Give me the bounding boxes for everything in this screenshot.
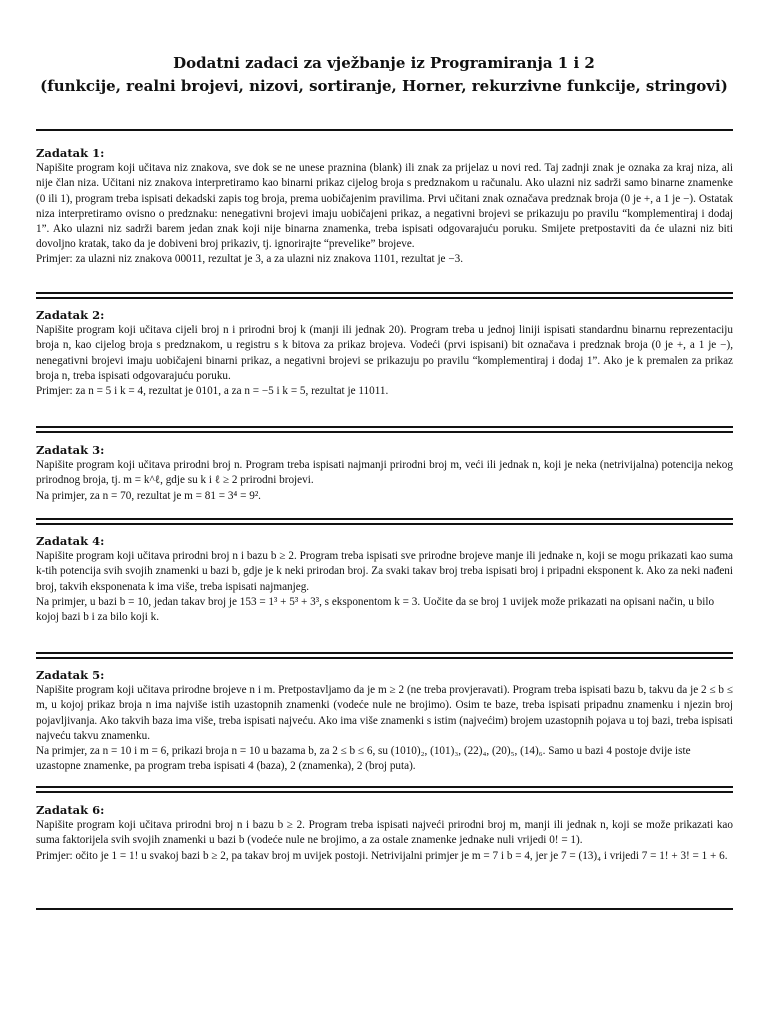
task-body: Napišite program koji učitava cijeli broj n i prirodni broj k (manji ili jednak 20). Program treba u jednoj liniji ispisati standardnu binarnu reprezentaciju broja n, kao cijelog broja s predznakom, u registru s k bitova za prikaz brojeva. Vodeći (prvi ispisani) bit označava i predznak broja (0 je +, a 1 je −), nenegativni brojevi imaju uobičajeni binarni prikaz, a negativni brojevi se prikazuju po pravilu “komplementiraj i dodaj 1”. Ako je k premalen za prikaz broja n, treba ispisati odgovarajuću poruku.	[36, 324, 733, 382]
task-example: Primjer: očito je 1 = 1! u svakoj bazi b ≥ 2, pa takav broj m uvijek postoji. Netrivijalni primjer je m = 7 i b = 4, jer je 7 = (13)₄ i vrijedi 7 = 1! + 3! = 1 + 6.	[36, 849, 728, 862]
task-divider	[36, 518, 733, 525]
task-body: Napišite program koji učitava prirodne brojeve n i m. Pretpostavljamo da je m ≥ 2 (ne treba provjeravati). Program treba ispisati bazu b, takvu da je 2 ≤ b ≤ m, u kojoj prikaz broja n ima najviše istih uzastopnih znamenki (vodeće nule ne brojimo). Osim te baze, treba ispisati pripadnu znamenku i njezin broj pojavljivanja. Ako takvih baza ima više, treba ispisati najveću. Ako ima više znamenki s istim (najvećim) brojem uzastopnih pojava u toj bazi, treba ispisati najveću takvu znamenku.	[36, 684, 733, 742]
task-divider	[36, 786, 733, 793]
task-heading: Zadatak 1:	[36, 146, 105, 160]
task-example: Na primjer, za n = 70, rezultat je m = 81 = 3⁴ = 9².	[36, 489, 261, 502]
top-rule	[36, 129, 733, 131]
title-line-2: (funkcije, realni brojevi, nizovi, sortiranje, Horner, rekurzivne funkcije, stringovi)	[40, 77, 728, 95]
task-heading: Zadatak 2:	[36, 308, 105, 322]
task-6	[36, 803, 733, 864]
task-example: Primjer: za n = 5 i k = 4, rezultat je 0101, a za n = −5 i k = 5, rezultat je 11011.	[36, 385, 389, 398]
task-heading: Zadatak 3:	[36, 443, 105, 457]
bottom-rule	[36, 908, 733, 910]
task-body: Napišite program koji učitava niz znakova, sve dok se ne unese praznina (blank) ili znak za prijelaz u novi red. Taj zadnji znak je oznaka za kraj niza, ali nije član niza. Učitani niz znakova interpretiramo kao binarni prikaz cijelog broja s predznakom u računalu. Ako ulazni niz sadrži samo binarne znamenke (0 ili 1), program treba ispisati dekadski zapis tog broja, prema uobičajenim pravilima. Prvi učitani znak označava predznak broja (0 je +, a 1 je −). Ostatak niza interpretiramo ovisno o predznaku: nenegativni brojevi imaju uobičajeni prikaz, a negativni brojevi se prikazuju po pravilu “komplementiraj i dodaj 1”. Ako ulazni niz sadrži barem jedan znak koji nije binarna znamenka, treba ispisati odgovarajuću poruku. Smijete pretpostaviti da će ulazni niz biti dovoljno kratak, tako da je dobiveni broj prikaziv, tj. ignorirajte “prevelike” brojeve.	[36, 162, 733, 251]
task-example: Na primjer, u bazi b = 10, jedan takav broj je 153 = 1³ + 5³ + 3³, s eksponentom k = 3. Uočite da se broj 1 uvijek može prikazati na opisani način, u bilo kojoj bazi b i za bilo koji k.	[36, 595, 715, 624]
task-divider	[36, 426, 733, 433]
title-line-1: Dodatni zadaci za vježbanje iz Programiranja 1 i 2	[173, 54, 595, 72]
task-1	[36, 146, 733, 268]
task-heading: Zadatak 4:	[36, 534, 105, 548]
task-5	[36, 668, 733, 774]
task-example: Na primjer, za n = 10 i m = 6, prikazi broja n = 10 u bazama b, za 2 ≤ b ≤ 6, su (1010)₂, (101)₃, (22)₄, (20)₅, (14)₆. Samo u bazi 4 postoje dvije iste uzastopne znamenke, pa program treba ispisati 4 (baza), 2 (znamenka), 2 (broj puta).	[36, 745, 691, 773]
task-2	[36, 308, 733, 399]
task-heading: Zadatak 6:	[36, 803, 105, 817]
task-3	[36, 443, 733, 504]
task-body: Napišite program koji učitava prirodni broj n. Program treba ispisati najmanji prirodni broj m, veći ili jednak n, koji je neka (netrivijalna) potencija nekog prirodnog broja, tj. m = k^ℓ, gdje su k i ℓ ≥ 2 prirodni brojevi.	[36, 459, 733, 487]
task-example: Primjer: za ulazni niz znakova 00011, rezultat je 3, a za ulazni niz znakova 1101, rezultat je −3.	[36, 253, 464, 266]
task-divider	[36, 652, 733, 659]
task-divider	[36, 292, 733, 299]
task-heading: Zadatak 5:	[36, 668, 105, 682]
task-body: Napišite program koji učitava prirodni broj n i bazu b ≥ 2. Program treba ispisati sve prirodne brojeve manje ili jednake n, koji se mogu prikazati kao suma k-tih potencija svih svojih znamenki u bazi b, gdje je k neki prirodan broj. Za svaki takav broj treba ispisati broj i pripadni eksponent k. Ako za neki nađeni broj, takvih eksponenata k ima više, treba ispisati najmanjeg.	[36, 550, 733, 593]
task-4	[36, 534, 733, 625]
task-body: Napišite program koji učitava prirodni broj n i bazu b ≥ 2. Program treba ispisati najveći prirodni broj m, manji ili jednak n, koji se može prikazati kao suma faktorijela svih svojih znamenki u bazi b (vodeće nule ne brojimo, a za ostale znamenke jednake nuli vrijedi 0! = 1).	[36, 819, 733, 847]
document-title	[0, 52, 768, 98]
